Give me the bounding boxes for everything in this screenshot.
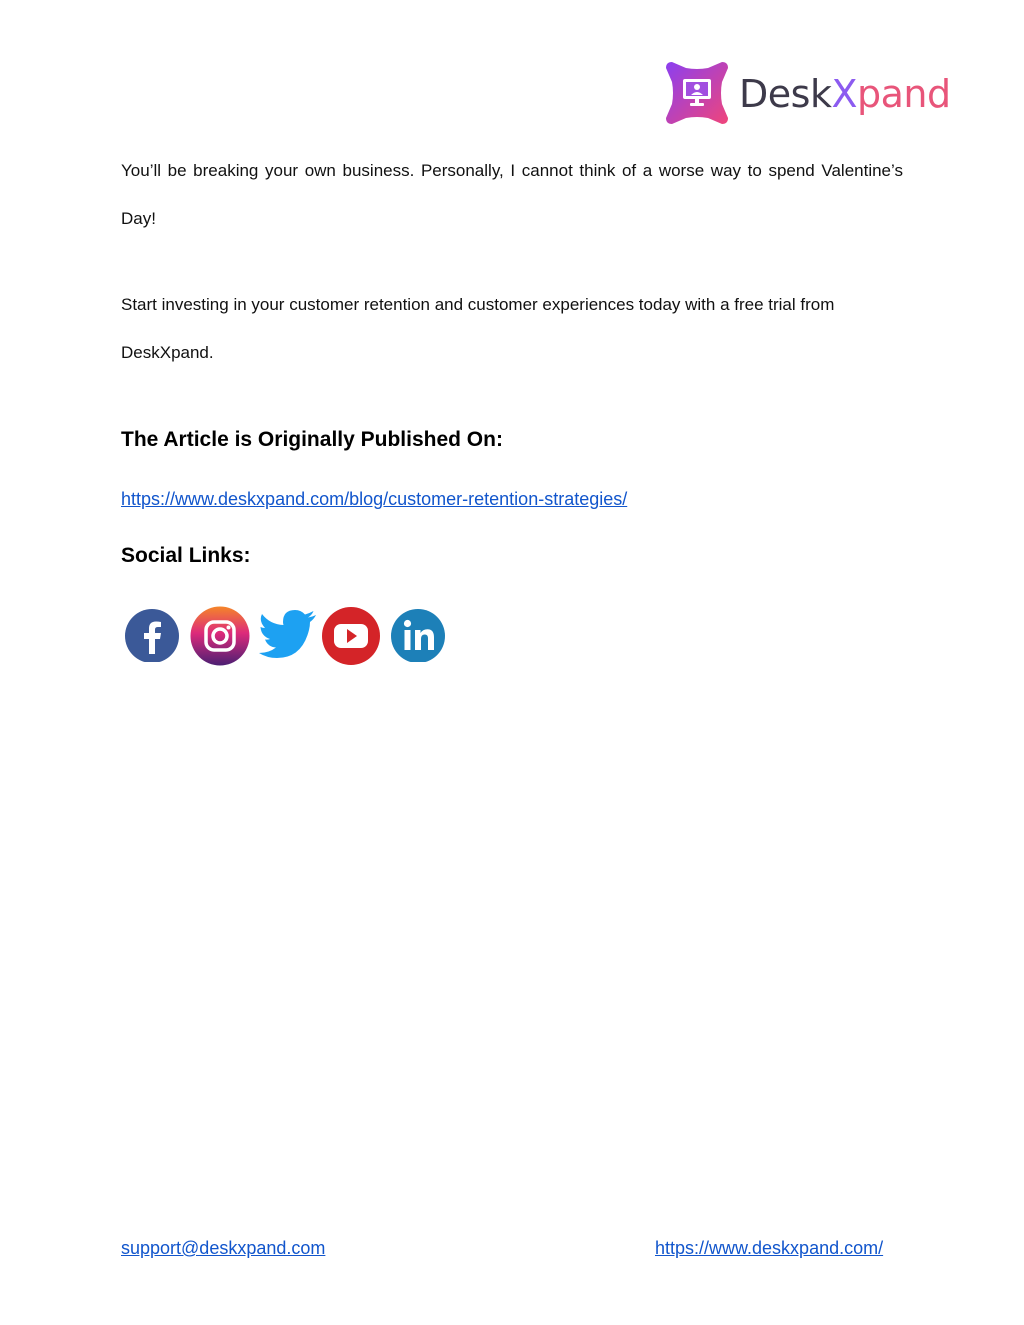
youtube-icon[interactable] bbox=[321, 606, 381, 666]
logo-text-desk: Desk bbox=[739, 72, 832, 116]
facebook-icon[interactable] bbox=[124, 606, 180, 662]
deskxpand-logo bbox=[664, 60, 951, 128]
logo-text-x: X bbox=[831, 72, 857, 116]
logo-text-pand: pand bbox=[857, 72, 951, 116]
article-link[interactable]: https://www.deskxpand.com/blog/customer-retention-strategies/ bbox=[121, 489, 628, 509]
body-paragraph-2: Start investing in your customer retention and customer experiences today with a free trial from DeskXpand. bbox=[121, 295, 835, 362]
twitter-icon[interactable] bbox=[258, 606, 318, 662]
footer-email-link[interactable]: support@deskxpand.com bbox=[121, 1238, 326, 1258]
monitor-person-icon bbox=[664, 60, 730, 126]
linkedin-icon[interactable] bbox=[390, 606, 446, 662]
social-heading: Social Links: bbox=[121, 544, 251, 567]
footer-website-link[interactable]: https://www.deskxpand.com/ bbox=[655, 1238, 884, 1258]
logo-wordmark bbox=[739, 72, 951, 116]
body-paragraph-1: You’ll be breaking your own business. Personally, I cannot think of a worse way to spend Valentine’s Day! bbox=[121, 161, 903, 228]
article-heading: The Article is Originally Published On: bbox=[121, 428, 503, 451]
instagram-icon[interactable] bbox=[190, 606, 250, 666]
